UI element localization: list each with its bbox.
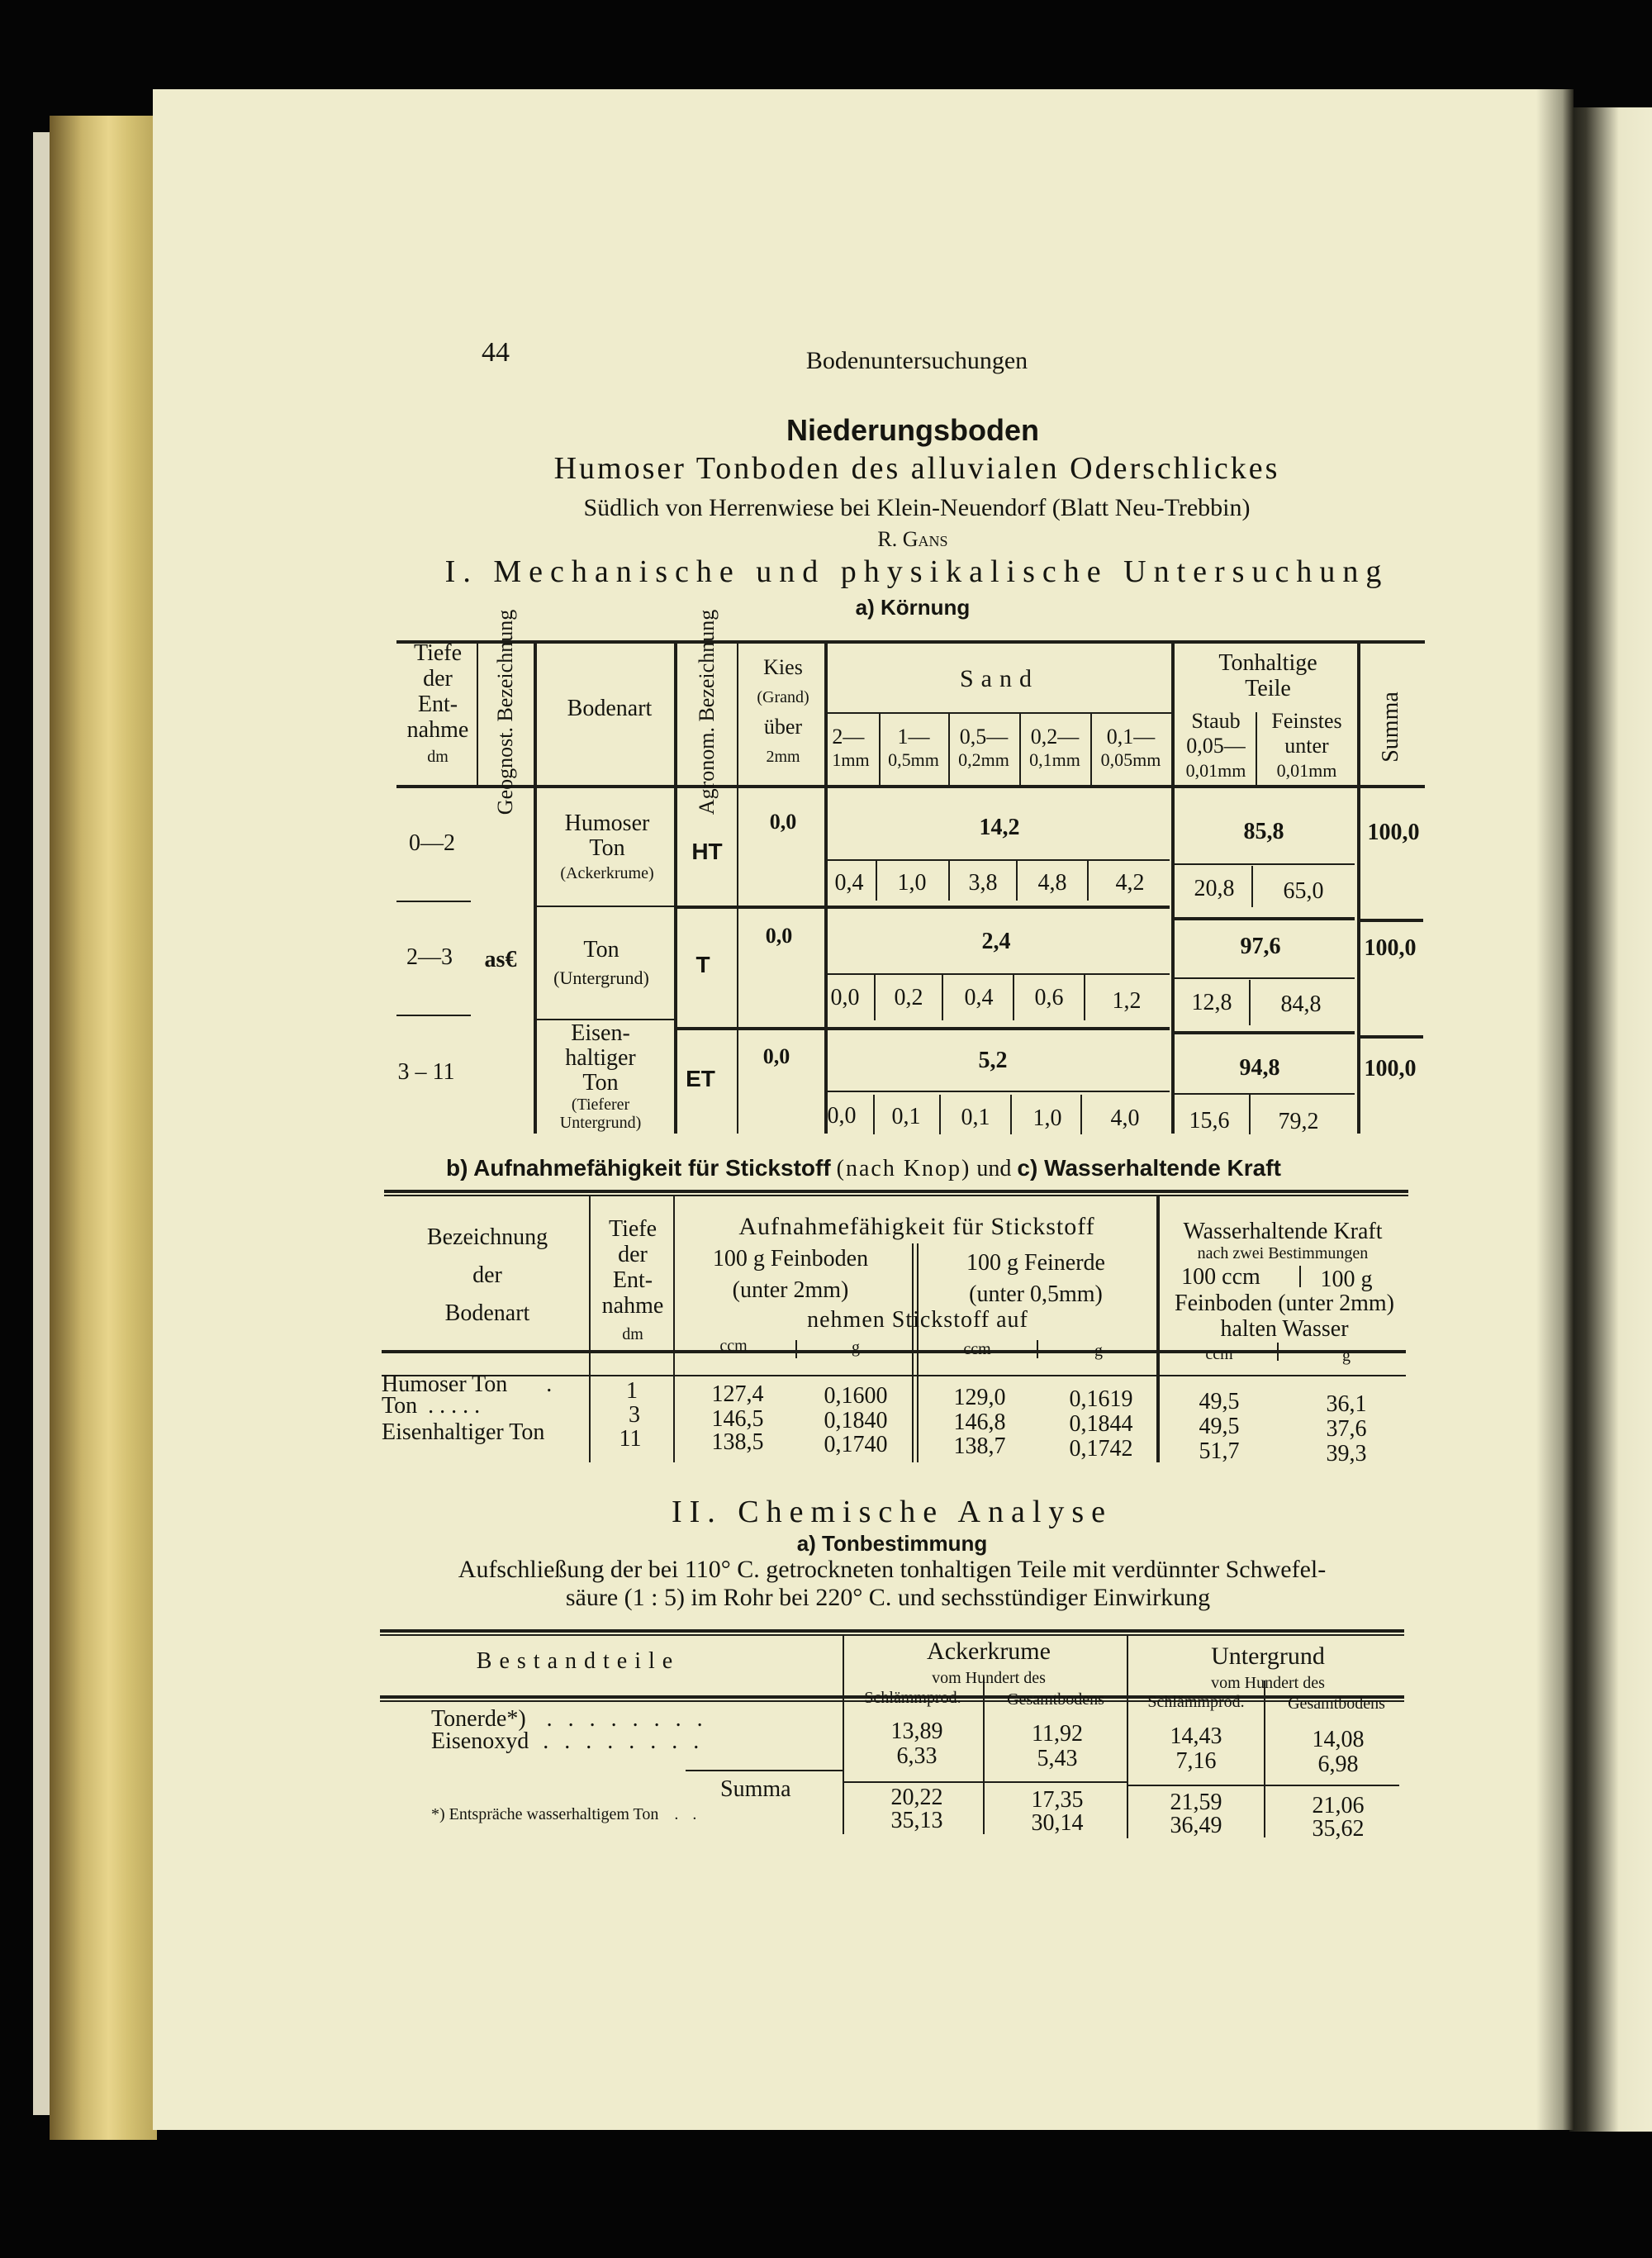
table-rule xyxy=(1359,919,1423,922)
table-rule xyxy=(795,1340,797,1358)
table-rule xyxy=(826,973,1170,975)
cell-value: 51,7 xyxy=(1199,1438,1240,1464)
unit-label: g xyxy=(852,1338,860,1357)
col-header-nehmen: nehmen Stickstoff auf xyxy=(807,1307,1028,1333)
table-rule xyxy=(826,712,1171,714)
table-rule xyxy=(826,1091,1170,1092)
section-2a-heading: a) Tonbestimmung xyxy=(796,1531,988,1556)
table-rule xyxy=(535,906,676,907)
cell-sand: 0,1 xyxy=(891,1104,921,1129)
cell-value: 35,13 xyxy=(890,1808,943,1833)
table-rule xyxy=(534,642,537,1134)
table-rule xyxy=(912,1243,914,1462)
cell-sand-total: 14,2 xyxy=(979,815,1020,840)
table-rule xyxy=(382,1350,1406,1353)
table-rule xyxy=(396,1015,471,1016)
cell-value: 17,35 xyxy=(1031,1787,1084,1813)
table-rule xyxy=(1359,1035,1423,1039)
table-rule xyxy=(589,1196,591,1462)
cell-value: 0,1600 xyxy=(824,1383,888,1409)
col-header-sand-4: 0,2— 0,1mm xyxy=(1029,725,1080,770)
table-rule xyxy=(1173,1031,1355,1034)
table-rule xyxy=(843,1636,844,1834)
table-rule xyxy=(1019,712,1021,787)
table-rule xyxy=(1171,642,1175,1134)
col-header-tiefe: Tiefe der Ent- nahme dm xyxy=(406,640,469,766)
cell-value: 146,5 xyxy=(711,1406,764,1432)
cell-sand-total: 5,2 xyxy=(978,1048,1008,1073)
col-header-tiefe: Tiefe der Ent- nahme dm xyxy=(601,1216,664,1343)
cell-sand-total: 2,4 xyxy=(981,929,1011,954)
table-rule xyxy=(873,1095,875,1134)
table-rule xyxy=(824,642,828,1134)
cell-sand: 0,2 xyxy=(894,985,923,1010)
table-rule xyxy=(1016,859,1018,901)
col-header-agronom: Agronom. Bezeichnung xyxy=(695,609,719,815)
table-rule xyxy=(1013,975,1014,1020)
cell-bodenart: Humoser Ton (Ackerkrume) xyxy=(560,811,654,882)
cell-agronom: HT xyxy=(691,839,723,864)
cell-value: 14,43 xyxy=(1170,1723,1222,1749)
table-rule xyxy=(876,859,877,901)
table-rule xyxy=(1010,1095,1012,1134)
table-rule xyxy=(1127,1785,1399,1786)
col-header-staub: Staub 0,05— 0,01mm xyxy=(1185,709,1246,781)
table-rule xyxy=(948,859,950,901)
cell-value: 0,1844 xyxy=(1069,1411,1133,1437)
cell-sand: 4,8 xyxy=(1037,870,1067,896)
cell-value: 49,5 xyxy=(1199,1414,1240,1439)
cell-label: Tonerde*) . . . . . . . . xyxy=(431,1706,708,1732)
cell-kies: 0,0 xyxy=(769,810,797,834)
unit-label: g xyxy=(1094,1342,1103,1360)
cell-bodenart: Eisen- haltiger Ton (Tieferer Untergrund) xyxy=(559,1020,642,1132)
col-header-geognost: Geognost. Bezeichnung xyxy=(493,609,517,815)
col-header-wasser-g: 100 g xyxy=(1320,1267,1373,1292)
cell-sand: 0,4 xyxy=(834,870,864,896)
table-rule xyxy=(674,1027,1170,1030)
cell-value: 20,22 xyxy=(890,1785,943,1810)
cell-label: Summa xyxy=(720,1776,791,1802)
col-header-sub: Schlämmprod. xyxy=(864,1689,961,1707)
cell-sand: 3,8 xyxy=(968,870,998,896)
cell-value: 0,1740 xyxy=(824,1432,888,1457)
col-header-sand-1: 2— 1mm xyxy=(832,725,870,770)
cell-label: Eisenoxyd . . . . . . . . xyxy=(431,1728,705,1754)
table-rule xyxy=(1299,1266,1301,1287)
cell-sand: 1,2 xyxy=(1112,988,1142,1014)
table-rule xyxy=(1090,712,1092,787)
page-number: 44 xyxy=(482,337,510,368)
table-rule xyxy=(879,712,881,787)
table-rule xyxy=(1249,1095,1251,1134)
table-rule xyxy=(384,1195,1408,1196)
table-rule xyxy=(1251,866,1253,907)
cell-summa: 100,0 xyxy=(1367,820,1420,845)
cell-ton-total: 94,8 xyxy=(1239,1055,1280,1081)
section-2-desc-line1: Aufschließung der bei 110° C. getrockneten tonhaltigen Teile mit verdünnter Schwefel- xyxy=(458,1556,1327,1583)
cell-value: 13,89 xyxy=(890,1718,943,1744)
table-rule xyxy=(396,785,1425,788)
cell-sand: 0,4 xyxy=(964,985,994,1010)
col-header-ackerkrume: Ackerkrume xyxy=(927,1638,1051,1665)
cell-sand: 0,1 xyxy=(961,1105,990,1130)
table-rule xyxy=(737,642,738,1134)
table-rule xyxy=(1277,1343,1279,1361)
cell-feinstes: 79,2 xyxy=(1278,1109,1319,1134)
col-header-vom-hundert: vom Hundert des xyxy=(1211,1674,1325,1692)
table-rule xyxy=(1037,1340,1038,1358)
cell-ton-total: 85,8 xyxy=(1243,819,1284,844)
cell-tiefe: 11 xyxy=(619,1426,642,1452)
cell-value: 14,08 xyxy=(1312,1727,1365,1752)
cell-value: 5,43 xyxy=(1037,1746,1078,1771)
book-page-edges xyxy=(50,116,157,2140)
cell-value: 0,1619 xyxy=(1069,1386,1133,1412)
cell-summa: 100,0 xyxy=(1364,1056,1417,1081)
cell-kies: 0,0 xyxy=(765,924,793,948)
col-header-bodenart: Bodenart xyxy=(567,696,653,721)
col-header-vom-hundert: vom Hundert des xyxy=(932,1669,1046,1687)
table-rule xyxy=(983,1677,985,1834)
col-header-sand-2: 1— 0,5mm xyxy=(888,725,939,770)
table-rule xyxy=(1249,980,1251,1025)
cell-value: 129,0 xyxy=(953,1385,1006,1410)
cell-value: 36,49 xyxy=(1170,1813,1222,1838)
cell-value: 6,33 xyxy=(896,1743,938,1769)
cell-feinstes: 84,8 xyxy=(1280,991,1322,1017)
table-rule xyxy=(1256,712,1257,787)
col-header-wasser-sub: Feinboden (unter 2mm) halten Wasser xyxy=(1175,1291,1394,1342)
cell-value: 6,98 xyxy=(1317,1752,1359,1777)
cell-value: 37,6 xyxy=(1326,1416,1367,1442)
cell-summa: 100,0 xyxy=(1364,935,1417,961)
col-header-sub: Gesamtbodens xyxy=(1288,1695,1385,1713)
cell-staub: 12,8 xyxy=(1191,990,1232,1015)
table-rule xyxy=(1173,863,1355,865)
table-rule xyxy=(1080,1095,1082,1134)
table-rule xyxy=(396,901,471,902)
cell-tiefe: 1 xyxy=(626,1378,638,1404)
cell-bodenart: Humoser Ton . xyxy=(382,1371,553,1397)
col-header-sub: Schlämmprod. xyxy=(1147,1693,1245,1711)
table-rule xyxy=(1127,1636,1128,1838)
unit-label: g xyxy=(1342,1347,1351,1365)
cell-value: 36,1 xyxy=(1326,1391,1367,1417)
col-header-wasser-ccm: 100 ccm xyxy=(1181,1264,1260,1290)
col-header-sand: Sand xyxy=(960,665,1039,692)
table-rule xyxy=(380,1629,1404,1633)
col-header-bezeichnung: Bezeichnung der Bodenart xyxy=(426,1224,548,1326)
table-rule xyxy=(874,975,876,1020)
cell-value: 127,4 xyxy=(711,1381,764,1407)
table-rule xyxy=(380,1634,1404,1636)
cell-value: 21,06 xyxy=(1312,1793,1365,1818)
cell-value: 30,14 xyxy=(1031,1810,1084,1836)
col-header-sub: Gesamtbodens xyxy=(1007,1690,1104,1709)
cell-tiefe: 0—2 xyxy=(409,830,455,856)
cell-agronom: ET xyxy=(686,1066,715,1091)
table-rule xyxy=(1173,977,1355,979)
cell-value: 21,59 xyxy=(1170,1790,1222,1815)
cell-value: 138,7 xyxy=(953,1433,1006,1459)
col-header-wasser: Wasserhaltende Kraft nach zwei Bestimmungen xyxy=(1183,1219,1383,1262)
cell-sand: 0,6 xyxy=(1034,985,1064,1010)
cell-staub: 15,6 xyxy=(1189,1108,1230,1134)
table-rule xyxy=(674,642,677,1134)
table-rule xyxy=(673,1196,675,1462)
section-1a-heading: a) Körnung xyxy=(855,595,971,620)
cell-value: 39,3 xyxy=(1326,1441,1367,1467)
section-bc-heading: b) Aufnahmefähigkeit für Stickstoff (nach Knop) und c) Wasserhaltende Kraft xyxy=(446,1155,1281,1181)
col-header-feinerde: 100 g Feinerde (unter 0,5mm) xyxy=(966,1250,1105,1307)
cell-sand: 0,0 xyxy=(830,985,860,1010)
table-rule xyxy=(1173,917,1355,920)
col-header-kies: Kies (Grand) über 2mm xyxy=(757,655,809,766)
cell-feinstes: 65,0 xyxy=(1283,878,1324,904)
col-header-untergrund: Untergrund xyxy=(1211,1642,1325,1670)
cell-agronom: T xyxy=(695,952,710,977)
col-header-feinstes: Feinstes unter 0,01mm xyxy=(1271,709,1342,781)
table-rule xyxy=(477,642,478,787)
cell-value: 7,16 xyxy=(1175,1748,1217,1774)
col-header-bestandteile: Bestandteile xyxy=(476,1648,681,1674)
book-gutter xyxy=(1536,89,1574,2130)
unit-label: ccm xyxy=(719,1337,748,1355)
cell-bodenart: Ton (Untergrund) xyxy=(553,937,649,988)
cell-tiefe: 3 – 11 xyxy=(397,1059,455,1085)
table-rule xyxy=(1173,1093,1355,1095)
col-header-aufnahme: Aufnahmefähigkeit für Stickstoff xyxy=(738,1213,1095,1240)
cell-kies: 0,0 xyxy=(762,1044,790,1068)
facing-page xyxy=(1569,107,1652,2132)
cell-value: 146,8 xyxy=(953,1409,1006,1435)
location-line: Südlich von Herrenwiese bei Klein-Neuendorf (Blatt Neu-Trebbin) xyxy=(583,494,1251,521)
table-rule xyxy=(384,1190,1408,1193)
cell-value: 11,92 xyxy=(1032,1721,1083,1747)
table-rule xyxy=(1357,642,1360,1134)
cell-tiefe: 2—3 xyxy=(406,944,453,970)
table-rule xyxy=(826,859,1170,861)
cell-value: 35,62 xyxy=(1312,1816,1365,1842)
table-rule xyxy=(1084,975,1085,1020)
author-line: R. Gans xyxy=(877,527,948,551)
col-header-tonhaltige: Tonhaltige Teile xyxy=(1218,650,1317,701)
running-title: Bodenuntersuchungen xyxy=(805,347,1028,374)
col-header-feinboden: 100 g Feinboden (unter 2mm) xyxy=(712,1246,869,1303)
col-header-sand-5: 0,1— 0,05mm xyxy=(1100,725,1161,770)
table-rule xyxy=(686,1770,843,1771)
table-rule xyxy=(1264,1680,1265,1837)
page-subtitle: Humoser Tonboden des alluvialen Oderschlickes xyxy=(553,451,1280,486)
table-rule xyxy=(843,1781,1127,1783)
cell-bodenart: Ton . . . . . xyxy=(382,1393,481,1419)
cell-value: 0,1742 xyxy=(1069,1436,1133,1462)
cell-value: 0,1840 xyxy=(824,1408,888,1433)
table-rule xyxy=(674,906,1170,909)
section-2-heading: II. Chemische Analyse xyxy=(671,1495,1113,1529)
cell-tiefe: 3 xyxy=(629,1402,640,1428)
cell-ton-total: 97,6 xyxy=(1240,934,1281,959)
table-rule xyxy=(942,975,943,1020)
section-1-heading: I. Mechanische und physikalische Untersuchung xyxy=(444,554,1389,589)
cell-value: 49,5 xyxy=(1199,1389,1240,1414)
page-title: Niederungsboden xyxy=(786,413,1040,447)
table-rule xyxy=(948,712,950,787)
unit-label: ccm xyxy=(1205,1345,1233,1363)
table-rule xyxy=(917,1243,919,1462)
table-rule xyxy=(1087,859,1089,901)
unit-label: ccm xyxy=(963,1340,991,1358)
cell-staub: 20,8 xyxy=(1194,876,1235,901)
table-rule xyxy=(939,1095,941,1134)
table-rule xyxy=(396,640,1425,644)
geognost-value: as€ xyxy=(484,947,517,972)
section-2-desc-line2: säure (1 : 5) im Rohr bei 220° C. und sechsstündiger Einwirkung xyxy=(565,1584,1211,1611)
cell-sand: 0,0 xyxy=(827,1103,857,1129)
cell-sand: 1,0 xyxy=(897,870,927,896)
col-header-summa: Summa xyxy=(1378,692,1403,763)
table-rule xyxy=(1156,1196,1160,1462)
footnote-label: *) Entspräche wasserhaltigem Ton . . xyxy=(431,1805,702,1823)
col-header-sand-3: 0,5— 0,2mm xyxy=(958,725,1009,770)
cell-sand: 4,2 xyxy=(1115,870,1145,896)
cell-sand: 4,0 xyxy=(1110,1105,1140,1131)
cell-sand: 1,0 xyxy=(1032,1105,1062,1131)
cell-value: 138,5 xyxy=(711,1429,764,1455)
cell-bodenart: Eisenhaltiger Ton xyxy=(382,1419,545,1445)
